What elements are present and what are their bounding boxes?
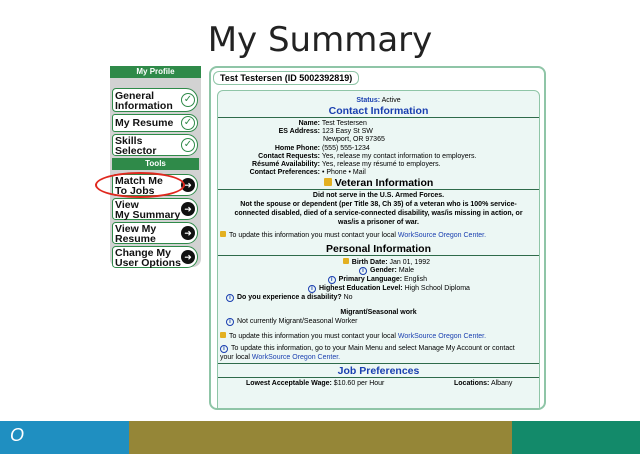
nav-view-my-resume[interactable] xyxy=(112,222,198,244)
nav-label: Skills Selector xyxy=(115,135,157,157)
nav-label: My Resume xyxy=(115,117,174,129)
contact-address-line2: Newport, OR 97365 xyxy=(323,136,385,143)
checkmark-icon: ✓ xyxy=(181,138,195,152)
my-profile-heading: My Profile xyxy=(110,66,201,78)
contact-phone: Home Phone: (555) 555-1234 xyxy=(274,145,370,152)
nav-label: Match Me To Jobs xyxy=(115,175,163,197)
migrant-status: i Not currently Migrant/Seasonal Worker xyxy=(226,318,357,326)
status-line: Status: Active xyxy=(356,97,401,104)
tools-heading: Tools xyxy=(112,158,199,170)
personal-heading: Personal Information xyxy=(218,243,539,256)
lock-icon xyxy=(220,332,226,338)
nav-change-my-user-options[interactable] xyxy=(112,246,198,268)
nav-label: Change My User Options xyxy=(115,247,181,269)
nav-view-my-summary[interactable] xyxy=(112,198,198,220)
manage-account-note: i To update this information, go to your Main Menu and select Manage My Account or contact xyxy=(220,345,515,353)
summary-content xyxy=(217,90,540,410)
summary-panel xyxy=(209,66,546,410)
info-icon[interactable]: i xyxy=(220,345,228,353)
nav-label: General Information xyxy=(115,90,173,112)
arrow-right-icon: ➜ xyxy=(181,202,195,216)
logo-mark-icon: O xyxy=(10,425,25,445)
info-icon[interactable]: i xyxy=(359,267,367,275)
gender: i Gender: Male xyxy=(218,267,414,275)
veteran-line3: connected disabled, died of a service-connected disability, was/is missing in action, or xyxy=(234,210,523,217)
nav-label: View My Resume xyxy=(115,223,157,245)
veteran-update-note: To update this information you must contact your local WorkSource Oregon Center. xyxy=(220,231,486,240)
nav-label: View My Summary xyxy=(115,199,181,221)
veteran-line4: was/is a prisoner of war. xyxy=(338,219,419,226)
highlight-circle xyxy=(95,172,185,198)
lock-icon xyxy=(343,258,349,264)
education-level: i Highest Education Level: High School Diploma xyxy=(308,285,470,293)
disability: i Do you experience a disability? No xyxy=(226,294,353,302)
birth-date: Birth Date: Jan 01, 1992 xyxy=(218,258,430,267)
lowest-wage: Lowest Acceptable Wage: $10.60 per Hour xyxy=(246,380,385,387)
info-icon[interactable]: i xyxy=(226,294,234,302)
contact-name: Name: Test Testersen xyxy=(298,120,367,127)
resume-availability: Résumé Availability: Yes, release my résumé to employers. xyxy=(252,161,441,168)
info-icon[interactable]: i xyxy=(226,318,234,326)
slide-title: My Summary xyxy=(207,20,433,60)
contact-address: ES Address: 123 Easy St SW xyxy=(278,128,373,135)
footer-olive xyxy=(129,421,512,454)
job-preferences-heading: Job Preferences xyxy=(218,365,539,378)
veteran-heading: Veteran Information xyxy=(218,177,539,190)
arrow-right-icon: ➜ xyxy=(181,226,195,240)
info-icon[interactable]: i xyxy=(328,276,336,284)
contact-preferences: Contact Preferences: • Phone • Mail xyxy=(249,169,366,176)
personal-update-note: To update this information you must contact your local WorkSource Oregon Center. xyxy=(220,332,486,341)
migrant-heading: Migrant/Seasonal work xyxy=(340,309,417,316)
checkmark-icon: ✓ xyxy=(181,116,195,130)
lock-icon xyxy=(220,231,226,237)
manage-account-note-line2: your local WorkSource Oregon Center. xyxy=(220,354,341,361)
worksource-link[interactable]: WorkSource Oregon Center. xyxy=(251,354,341,361)
veteran-line2: Not the spouse or dependent (per Title 38, Ch 35) of a veteran who is 100% service- xyxy=(240,201,517,208)
locations: Locations: Albany xyxy=(454,380,513,387)
divider xyxy=(218,363,539,364)
checkmark-icon: ✓ xyxy=(181,93,195,107)
nav-skills-selector[interactable] xyxy=(112,134,198,156)
sidebar-nav xyxy=(110,66,201,267)
nav-my-resume[interactable] xyxy=(112,114,198,132)
footer-blue xyxy=(0,421,129,454)
arrow-right-icon: ➜ xyxy=(181,178,195,192)
worksource-link[interactable]: WorkSource Oregon Center. xyxy=(397,232,487,239)
info-icon[interactable]: i xyxy=(308,285,316,293)
user-header: Test Testersen (ID 5002392819) xyxy=(213,71,359,85)
veteran-line1: Did not serve in the U.S. Armed Forces. xyxy=(312,192,445,199)
contact-heading: Contact Information xyxy=(218,105,539,118)
footer-band xyxy=(0,421,640,454)
footer-teal xyxy=(512,421,640,454)
worksource-link[interactable]: WorkSource Oregon Center. xyxy=(397,333,487,340)
primary-language: i Primary Language: English xyxy=(218,276,427,284)
contact-requests: Contact Requests: Yes, release my contact information to employers. xyxy=(258,153,477,160)
lock-icon xyxy=(324,178,332,186)
nav-general-information[interactable] xyxy=(112,88,198,112)
arrow-right-icon: ➜ xyxy=(181,250,195,264)
